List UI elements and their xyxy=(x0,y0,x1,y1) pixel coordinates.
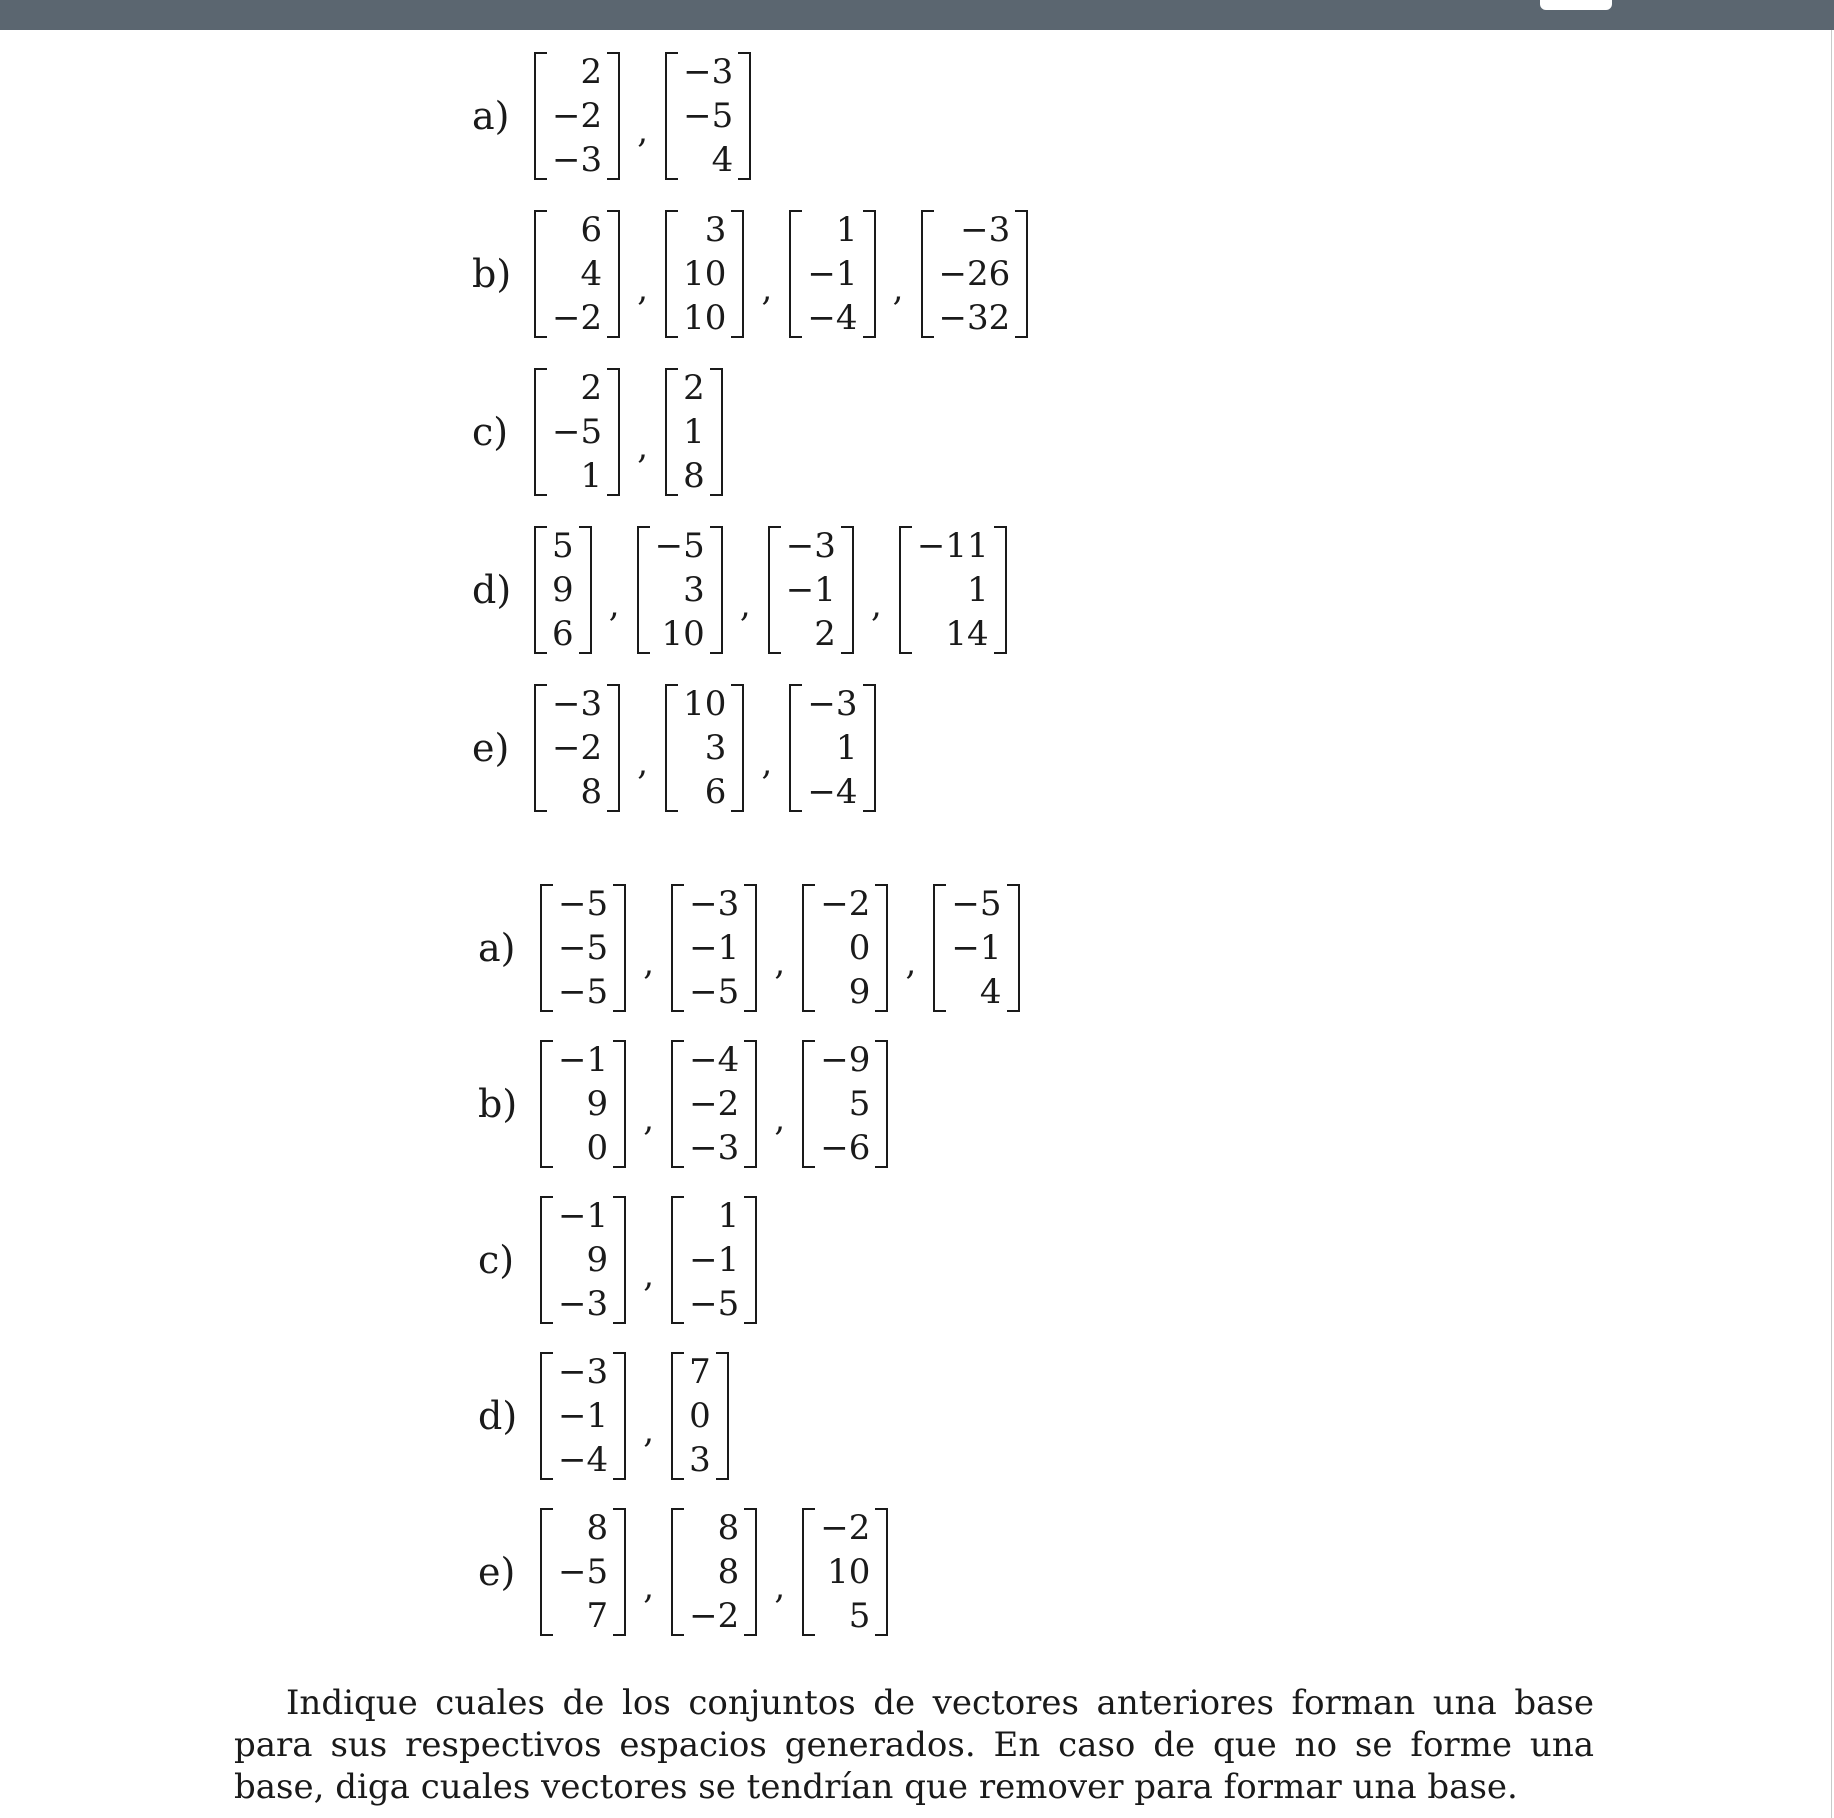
vector-entry: −1 xyxy=(807,254,858,294)
vector-separator: , xyxy=(643,1099,655,1139)
column-vector xyxy=(899,526,1007,654)
vector-separator: , xyxy=(637,111,649,151)
vector-entry: 1 xyxy=(683,412,705,452)
vector-separator: , xyxy=(870,585,882,625)
vector-entry: −1 xyxy=(558,1396,609,1436)
column-vector xyxy=(789,210,875,338)
top-toolbar xyxy=(0,0,1834,30)
vector-entry: −3 xyxy=(552,684,603,724)
column-vector xyxy=(921,210,1029,338)
column-vector xyxy=(637,526,723,654)
exercise-item-b xyxy=(478,1026,888,1182)
toolbar-tab[interactable] xyxy=(1540,0,1612,10)
vector-entry: −9 xyxy=(820,1040,871,1080)
vector-entry: 1 xyxy=(835,728,858,768)
item-label: b) xyxy=(472,252,512,296)
column-vector xyxy=(671,1040,757,1168)
vector-entry: 2 xyxy=(580,368,603,408)
column-vector xyxy=(665,684,744,812)
vector-entry: 9 xyxy=(552,570,574,610)
vector-entry: 4 xyxy=(979,972,1002,1012)
column-vector xyxy=(540,1508,626,1636)
vector-entry: 7 xyxy=(586,1596,609,1636)
vector-entry: 6 xyxy=(580,210,603,250)
vector-entry: 8 xyxy=(683,456,705,496)
vector-entry: −3 xyxy=(558,1352,609,1392)
vector-separator: , xyxy=(608,585,620,625)
vector-separator: , xyxy=(643,1255,655,1295)
vector-entry: 10 xyxy=(683,298,727,338)
vector-entry: 8 xyxy=(586,1508,609,1548)
vector-entry: −2 xyxy=(552,96,603,136)
vector-entry: 0 xyxy=(689,1396,711,1436)
column-vector xyxy=(534,210,620,338)
vector-entry: −5 xyxy=(951,884,1002,924)
column-vector xyxy=(802,884,888,1012)
vector-entry: −2 xyxy=(689,1084,740,1124)
exercise-item-a xyxy=(478,870,1020,1026)
vector-entry: 10 xyxy=(827,1552,871,1592)
column-vector xyxy=(665,210,744,338)
instructions-paragraph xyxy=(234,1682,1594,1808)
item-label: a) xyxy=(472,94,510,138)
exercise-item-b xyxy=(472,196,1028,352)
vector-entry: −5 xyxy=(558,928,609,968)
instructions-text: Indique cuales de los conjuntos de vectores anteriores forman una base para sus respectivos espacios generados. En caso de que no se forme una base, diga cuales vectores se tendrían que remover para formar una base. xyxy=(234,1683,1594,1807)
item-label: e) xyxy=(472,726,510,770)
vector-entry: 10 xyxy=(683,684,727,724)
vector-entry: 5 xyxy=(848,1084,871,1124)
column-vector xyxy=(789,684,875,812)
vector-separator: , xyxy=(739,585,751,625)
vector-entry: 8 xyxy=(580,772,603,812)
vector-entry: 2 xyxy=(683,368,705,408)
vector-entry: −3 xyxy=(960,210,1011,250)
vector-entry: −3 xyxy=(558,1284,609,1324)
vector-entry: 9 xyxy=(586,1240,609,1280)
vector-entry: −5 xyxy=(552,412,603,452)
column-vector xyxy=(933,884,1019,1012)
vector-entry: 5 xyxy=(848,1596,871,1636)
vector-entry: 3 xyxy=(683,570,705,610)
vector-entry: −1 xyxy=(558,1040,609,1080)
vector-separator: , xyxy=(774,1567,786,1607)
vector-entry: 9 xyxy=(586,1084,609,1124)
vector-entry: −4 xyxy=(689,1040,740,1080)
column-vector xyxy=(768,526,854,654)
column-vector xyxy=(671,1508,757,1636)
vector-entry: −5 xyxy=(689,972,740,1012)
vector-entry: −3 xyxy=(689,1128,740,1168)
item-label: a) xyxy=(478,926,516,970)
vector-entry: −1 xyxy=(558,1196,609,1236)
vector-entry: −5 xyxy=(558,884,609,924)
column-vector xyxy=(665,52,751,180)
vector-entry: 2 xyxy=(814,614,836,654)
vector-entry: 14 xyxy=(945,614,989,654)
vector-entry: 4 xyxy=(711,140,734,180)
vector-entry: −5 xyxy=(683,96,734,136)
exercise-item-e xyxy=(478,1494,888,1650)
vector-entry: −4 xyxy=(807,298,858,338)
vector-separator: , xyxy=(761,269,773,309)
vector-entry: 6 xyxy=(704,772,727,812)
vector-separator: , xyxy=(637,427,649,467)
vector-entry: 3 xyxy=(689,1440,711,1480)
vector-entry: −3 xyxy=(785,526,836,566)
vector-entry: −3 xyxy=(552,140,603,180)
exercise-item-d xyxy=(472,512,1007,668)
exercise-item-c xyxy=(472,354,723,510)
column-vector xyxy=(802,1508,888,1636)
vector-entry: −3 xyxy=(807,684,858,724)
vector-entry: 1 xyxy=(580,456,603,496)
column-vector xyxy=(540,1352,626,1480)
vector-separator: , xyxy=(643,1411,655,1451)
vector-entry: 1 xyxy=(717,1196,740,1236)
vector-entry: −32 xyxy=(938,298,1011,338)
vector-entry: −6 xyxy=(820,1128,871,1168)
vector-separator: , xyxy=(774,943,786,983)
vector-entry: −11 xyxy=(916,526,989,566)
exercise-item-e xyxy=(472,670,876,826)
vector-entry: 9 xyxy=(848,972,871,1012)
vector-entry: 7 xyxy=(689,1352,711,1392)
item-label: c) xyxy=(478,1238,515,1282)
vector-entry: 10 xyxy=(683,254,727,294)
vector-entry: −4 xyxy=(807,772,858,812)
vector-entry: −5 xyxy=(558,972,609,1012)
vector-entry: 2 xyxy=(580,52,603,92)
column-vector xyxy=(671,1352,729,1480)
column-vector xyxy=(534,526,592,654)
column-vector xyxy=(534,684,620,812)
vector-entry: −4 xyxy=(558,1440,609,1480)
vector-entry: −26 xyxy=(938,254,1011,294)
column-vector xyxy=(802,1040,888,1168)
column-vector xyxy=(540,884,626,1012)
column-vector xyxy=(534,52,620,180)
item-label: c) xyxy=(472,410,509,454)
vector-entry: −3 xyxy=(689,884,740,924)
vector-entry: 3 xyxy=(704,728,727,768)
vector-separator: , xyxy=(774,1099,786,1139)
vector-entry: 8 xyxy=(717,1552,740,1592)
vector-entry: −2 xyxy=(552,728,603,768)
vector-separator: , xyxy=(643,943,655,983)
item-label: d) xyxy=(478,1394,518,1438)
vector-entry: 4 xyxy=(580,254,603,294)
vector-entry: −2 xyxy=(689,1596,740,1636)
vector-entry: −1 xyxy=(689,928,740,968)
exercise-item-d xyxy=(478,1338,729,1494)
vector-entry: −1 xyxy=(689,1240,740,1280)
vector-separator: , xyxy=(892,269,904,309)
item-label: d) xyxy=(472,568,512,612)
vector-entry: −5 xyxy=(654,526,705,566)
vector-entry: 8 xyxy=(717,1508,740,1548)
vector-entry: 10 xyxy=(661,614,705,654)
vector-entry: 1 xyxy=(967,570,989,610)
vector-entry: −2 xyxy=(820,884,871,924)
column-vector xyxy=(540,1040,626,1168)
item-label: e) xyxy=(478,1550,516,1594)
vector-entry: −1 xyxy=(951,928,1002,968)
vector-entry: 0 xyxy=(586,1128,609,1168)
vector-entry: −1 xyxy=(785,570,836,610)
vector-separator: , xyxy=(637,269,649,309)
vector-entry: 5 xyxy=(552,526,574,566)
vector-separator: , xyxy=(643,1567,655,1607)
vector-separator: , xyxy=(905,943,917,983)
column-vector xyxy=(540,1196,626,1324)
vector-separator: , xyxy=(761,743,773,783)
exercise-item-a xyxy=(472,38,751,194)
vector-entry: −2 xyxy=(820,1508,871,1548)
vector-entry: −5 xyxy=(689,1284,740,1324)
vector-entry: 1 xyxy=(835,210,858,250)
column-vector xyxy=(671,1196,757,1324)
vector-separator: , xyxy=(637,743,649,783)
vector-entry: −3 xyxy=(683,52,734,92)
column-vector xyxy=(665,368,723,496)
vector-entry: 6 xyxy=(552,614,574,654)
vector-entry: −5 xyxy=(558,1552,609,1592)
column-vector xyxy=(671,884,757,1012)
exercise-item-c xyxy=(478,1182,757,1338)
vector-entry: 3 xyxy=(704,210,727,250)
column-vector xyxy=(534,368,620,496)
item-label: b) xyxy=(478,1082,518,1126)
vector-entry: 0 xyxy=(848,928,871,968)
vector-entry: −2 xyxy=(552,298,603,338)
page-edge xyxy=(1831,30,1832,1818)
